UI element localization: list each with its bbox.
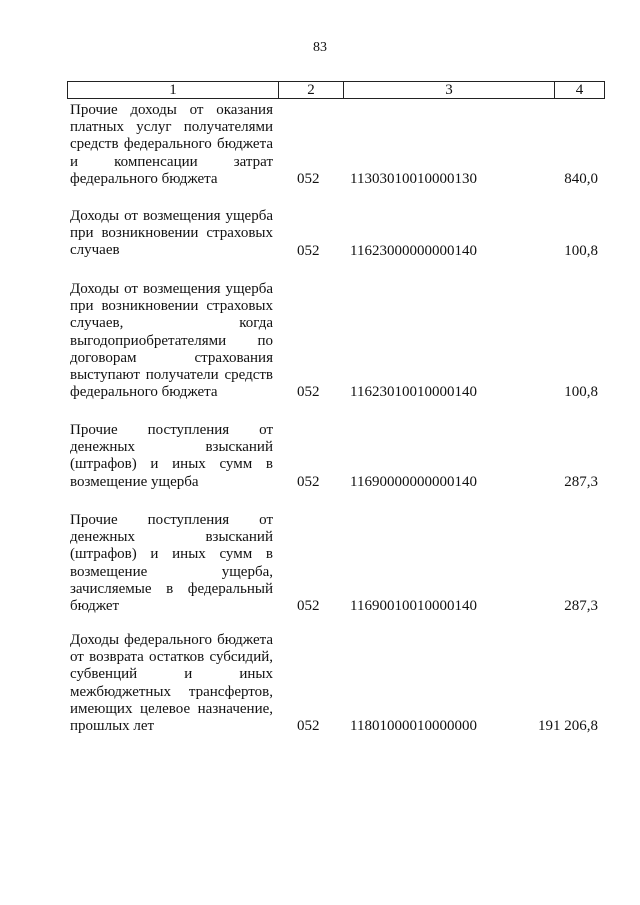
row-description: Доходы от возмещения ущерба при возникновении страховых случаев, когда выгодоприобретателями по договорам страхования выступают получатели средств федерального бюджета: [70, 281, 273, 401]
row-admin-code: 052: [297, 243, 320, 259]
row-kbk-code: 11623000000000140: [350, 243, 477, 259]
page-number: 83: [313, 40, 327, 55]
column-header-1: 1: [68, 82, 279, 98]
row-description: Прочие доходы от оказания платных услуг получателями средств федерального бюджета и компенсации затрат федерального бюджета: [70, 102, 273, 187]
table-row: [0, 102, 640, 192]
row-description: Прочие поступления от денежных взысканий (штрафов) и иных сумм в возмещение ущерба: [70, 422, 273, 490]
row-kbk-code: 11690010010000140: [350, 598, 477, 614]
table-row: [0, 208, 640, 263]
row-admin-code: 052: [297, 718, 320, 734]
table-row: [0, 281, 640, 403]
table-row: [0, 632, 640, 737]
row-description: Прочие поступления от денежных взысканий (штрафов) и иных сумм в возмещение ущерба, зачисляемые в федеральный бюджет: [70, 512, 273, 615]
row-amount: 287,3: [564, 598, 598, 614]
row-admin-code: 052: [297, 474, 320, 490]
column-header-4: 4: [575, 82, 584, 98]
column-header-2: 2: [279, 82, 344, 98]
row-kbk-code: 11690000000000140: [350, 474, 477, 490]
table-header: [67, 81, 605, 99]
table-row: [0, 512, 640, 617]
column-header-3: 3: [344, 82, 555, 98]
row-amount: 840,0: [564, 171, 598, 187]
row-kbk-code: 11303010010000130: [350, 171, 477, 187]
row-amount: 100,8: [564, 384, 598, 400]
row-description: Доходы от возмещения ущерба при возникновении страховых случаев: [70, 208, 273, 259]
table-row: [0, 422, 640, 494]
row-kbk-code: 11801000010000000: [350, 718, 477, 734]
row-kbk-code: 11623010010000140: [350, 384, 477, 400]
row-amount: 100,8: [564, 243, 598, 259]
row-admin-code: 052: [297, 384, 320, 400]
row-amount: 191 206,8: [538, 718, 598, 734]
row-description: Доходы федерального бюджета от возврата остатков субсидий, субвенций и иных межбюджетных трансфертов, имеющих целевое назначение, прошлых лет: [70, 632, 273, 735]
row-admin-code: 052: [297, 171, 320, 187]
row-amount: 287,3: [564, 474, 598, 490]
row-admin-code: 052: [297, 598, 320, 614]
